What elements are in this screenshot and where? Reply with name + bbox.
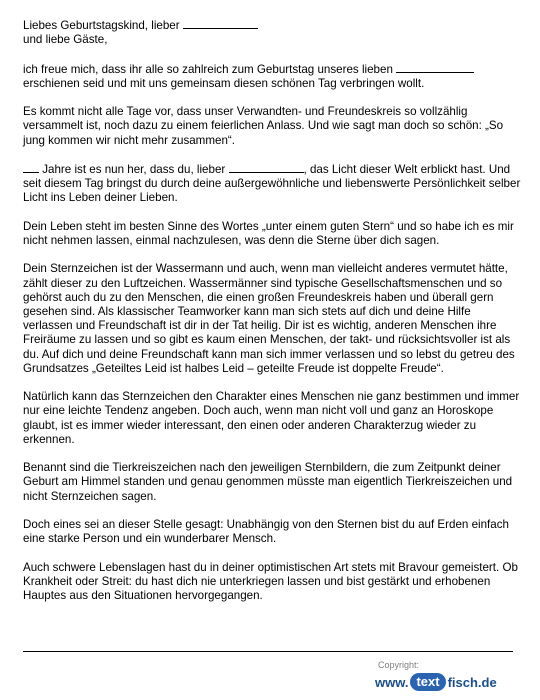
salutation-line-2: und liebe Gäste, [23, 33, 108, 47]
paragraph-2: Es kommt nicht alle Tage vor, dass unser Verwandten- und Freundeskreis so vollzählig versammelt ist, noch dazu zu einem feierlichen Anlass. Und wie sagt man doch so schön: „So jung kommen wir nicht mehr zusammen“. [23, 105, 504, 147]
paragraph-5: Dein Sternzeichen ist der Wassermann und auch, wenn man vielleicht anderes vermutet hätte, zählt dieser zu den Luftzeichen. Wassermänner sind typische Gesellschaftsmenschen und so gehörst auch du zu den Menschen, die einen großen Freundeskreis haben und überall gern gesehen sind. Als klassischer Teamworker kann man sich stets auf dich und deine Hilfe verlassen und Freundschaft ist dir in der Tat heilig. Dir ist es wichtig, anderen Menschen ihre Freiräume zu lassen und so gibt es kaum einen Menschen, der takt- und rücksichtsvoller ist als du. Auf dich und deine Freundschaft kann man sich immer verlassen und so lebst du getreu des Grundsatzes „Geteiltes Leid ist halbes Leid – geteilte Freude ist doppelte Freude“. [23, 262, 515, 375]
paragraph-6: Natürlich kann das Sternzeichen den Charakter eines Menschen nie ganz bestimmen und immer nur eine leichte Tendenz angeben. Doch auch, wenn man nicht voll und ganz an Horoskope glaubt, ist es immer wieder interessant, den einen oder anderen Charakterzug wieder zu erkennen. [23, 390, 520, 446]
paragraph-1-text-a: ich freue mich, dass ihr alle so zahlreich zum Geburtstag unseres lieben [23, 62, 393, 76]
footer-divider [23, 651, 513, 652]
salutation [23, 18, 523, 47]
paragraph-1-text-b: erschienen seid und mit uns gemeinsam diesen schönen Tag verbringen wollt. [23, 76, 425, 90]
paragraph-8: Doch eines sei an dieser Stelle gesagt: Unabhängig von den Sternen bist du auf Erden einfach eine starke Person und ein wunderbarer Mensch. [23, 517, 509, 546]
speech-document [23, 18, 523, 617]
name-blank [396, 62, 474, 73]
salutation-line-1: Liebes Geburtstagskind, lieber [23, 19, 180, 32]
logo-pill: text [410, 673, 445, 691]
paragraph-3 [23, 162, 523, 206]
paragraph-1 [23, 62, 523, 91]
paragraph-3-text-b: , das Licht dieser Welt erblickt hast. Und seit diesem Tag bringst du durch deine außergewöhnliche und liebenswerte Persönlichkeit selber Licht ins Leben deiner Lieben. [23, 162, 521, 205]
age-blank [23, 162, 39, 173]
paragraph-3-text-a: Jahre ist es nun her, dass du, lieber [39, 162, 226, 176]
name-blank [229, 162, 304, 173]
paragraph-9: Auch schwere Lebenslagen hast du in deiner optimistischen Art stets mit Bravour gemeistert. Ob Krankheit oder Streit: du hast dich nie unterkriegen lassen und bist gestärkt und erhobenen Hauptes aus den Situationen hervorgegangen. [23, 560, 518, 602]
paragraph-7: Benannt sind die Tierkreiszeichen nach den jeweiligen Sternbildern, die zum Zeitpunkt deiner Geburt am Himmel standen und genau genommen müsste man eigentlich Tierkreiszeichen und nicht Sternzeichen sagen. [23, 461, 513, 503]
textfisch-logo[interactable] [375, 673, 525, 691]
copyright-block [375, 660, 525, 691]
name-blank [183, 18, 258, 29]
logo-domain: fisch.de [447, 674, 497, 690]
copyright-label: Copyright: [378, 660, 420, 670]
logo-www: www. [375, 674, 409, 690]
paragraph-4: Dein Leben steht im besten Sinne des Wortes „unter einem guten Stern“ und so habe ich es mir nicht nehmen lassen, einmal nachzulesen, was denn die Sterne über dich sagen. [23, 219, 514, 247]
